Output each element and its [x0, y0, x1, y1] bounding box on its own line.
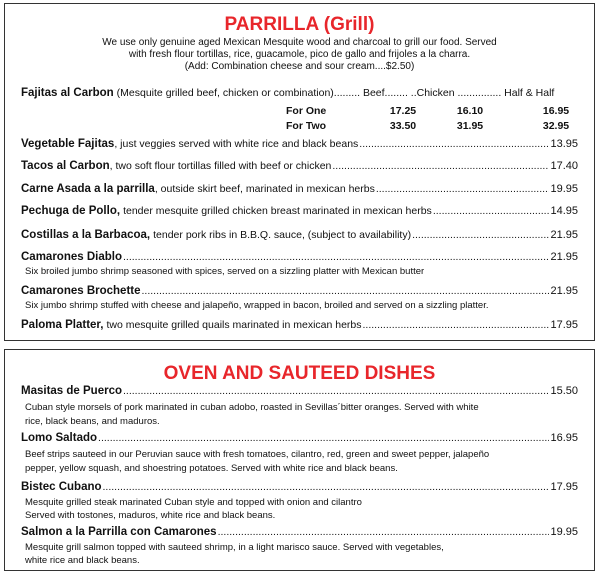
section-intro-line-2: with fresh flour tortillas, rice, guacamole, pico de gallo and frijoles a la charra.	[128, 49, 471, 60]
item-price: 17.95	[550, 319, 578, 331]
item-name: Camarones Diablo	[21, 251, 122, 263]
fajitas-price-half: 16.95	[542, 105, 570, 117]
menu-item	[21, 205, 578, 221]
fajitas-price-beef: 17.25	[389, 105, 417, 117]
item-price: 19.95	[550, 526, 578, 538]
item-name: Masitas de Puerco	[21, 385, 122, 397]
dot-leader	[376, 183, 550, 195]
menu-item	[21, 526, 578, 542]
dot-leader	[98, 432, 549, 444]
fajitas-price-half: 32.95	[542, 120, 570, 132]
item-description: , just veggies served with white rice and black beans	[114, 138, 359, 150]
item-name: Salmon a la Parrilla con Camarones	[21, 526, 217, 538]
menu-item	[21, 481, 578, 497]
item-detail: Six jumbo shrimp stuffed with cheese and jalapeño, wrapped in bacon, broiled and served on a sizzling platter.	[25, 300, 489, 311]
fajitas-row-label: For One	[286, 105, 327, 117]
dot-leader	[142, 285, 550, 297]
item-detail-line-2: Served with tostones, maduros, white rice and black beans.	[25, 510, 276, 521]
dot-leader	[218, 526, 550, 538]
menu-item	[21, 138, 578, 154]
item-name: Tacos al Carbon	[21, 160, 110, 172]
menu-item	[21, 229, 578, 245]
item-price: 19.95	[550, 183, 578, 195]
item-detail-line-1: Beef strips sauteed in our Peruvian sauce with fresh tomatoes, cilantro, red, green and sweet pepper, jalapeño	[25, 449, 490, 460]
menu-item	[21, 160, 578, 176]
menu-item	[21, 319, 578, 335]
section-intro-add: (Add: Combination cheese and sour cream....$2.50)	[184, 61, 415, 72]
item-description: tender mesquite grilled chicken breast marinated in mexican herbs	[123, 205, 432, 217]
item-description: two mesquite grilled quails marinated in mexican herbs	[106, 319, 362, 331]
item-description: tender pork ribs in B.B.Q. sauce, (subject to availability)	[153, 229, 412, 241]
item-name: Bistec Cubano	[21, 481, 102, 493]
item-detail: Six broiled jumbo shrimp seasoned with spices, served on a sizzling platter with Mexican butter	[25, 266, 425, 277]
item-price: 16.95	[550, 432, 578, 444]
item-price: 21.95	[550, 251, 578, 263]
item-price: 21.95	[550, 229, 578, 241]
item-description: , outside skirt beef, marinated in mexican herbs	[154, 183, 375, 195]
item-price: 13.95	[550, 138, 578, 150]
menu-item-fajitas	[21, 87, 578, 103]
item-price: 17.95	[550, 481, 578, 493]
item-detail-line-1: Mesquite grilled steak marinated Cuban style and topped with onion and cilantro	[25, 497, 362, 508]
section-title: PARRILLA (Grill)	[224, 14, 375, 35]
dot-leader	[359, 138, 549, 150]
dot-leader	[103, 481, 550, 493]
item-name: Fajitas al Carbon	[21, 87, 114, 99]
item-price: 14.95	[550, 205, 578, 217]
fajitas-price-chicken: 16.10	[456, 105, 484, 117]
menu-item	[21, 432, 578, 448]
oven-section	[4, 349, 595, 571]
parrilla-section	[4, 3, 595, 341]
fajitas-price-beef: 33.50	[389, 120, 417, 132]
item-detail-line-2: rice, black beans, and maduros.	[25, 416, 160, 427]
item-price: 15.50	[550, 385, 578, 397]
dot-leader	[123, 251, 549, 263]
dot-leader	[363, 319, 550, 331]
dot-leader	[412, 229, 549, 241]
item-name: Costillas a la Barbacoa,	[21, 229, 151, 241]
item-name: Paloma Platter,	[21, 319, 104, 331]
section-intro-line-1: We use only genuine aged Mexican Mesquite wood and charcoal to grill our food. Served	[102, 37, 497, 48]
section-title: OVEN AND SAUTEED DISHES	[163, 363, 436, 384]
item-price: 17.40	[550, 160, 578, 172]
item-name: Lomo Saltado	[21, 432, 98, 444]
item-description: (Mesquite grilled beef, chicken or combination)......... Beef........ ..Chicken ............... Half & Half	[116, 87, 555, 99]
menu-item	[21, 183, 578, 199]
item-name: Camarones Brochette	[21, 285, 141, 297]
item-name: Pechuga de Pollo,	[21, 205, 121, 217]
item-detail-line-2: white rice and black beans.	[25, 555, 140, 566]
dot-leader	[123, 385, 549, 397]
item-name: Carne Asada a la parrilla	[21, 183, 155, 195]
item-description: , two soft flour tortillas filled with beef or chicken	[109, 160, 332, 172]
dot-leader	[332, 160, 549, 172]
menu-item	[21, 385, 578, 401]
item-name: Vegetable Fajitas	[21, 138, 115, 150]
item-detail-line-1: Mesquite grill salmon topped with sauteed shrimp, in a light marisco sauce. Served with vegetables,	[25, 542, 444, 553]
dot-leader	[433, 205, 550, 217]
fajitas-price-chicken: 31.95	[456, 120, 484, 132]
fajitas-row-label: For Two	[286, 120, 327, 132]
item-detail-line-2: pepper, yellow squash, and shoestring potatoes. Served with white rice and black beans.	[25, 463, 398, 474]
item-price: 21.95	[550, 285, 578, 297]
item-detail-line-1: Cuban style morsels of pork marinated in cuban adobo, roasted in Sevillas´bitter oranges. Served with white	[25, 402, 479, 413]
